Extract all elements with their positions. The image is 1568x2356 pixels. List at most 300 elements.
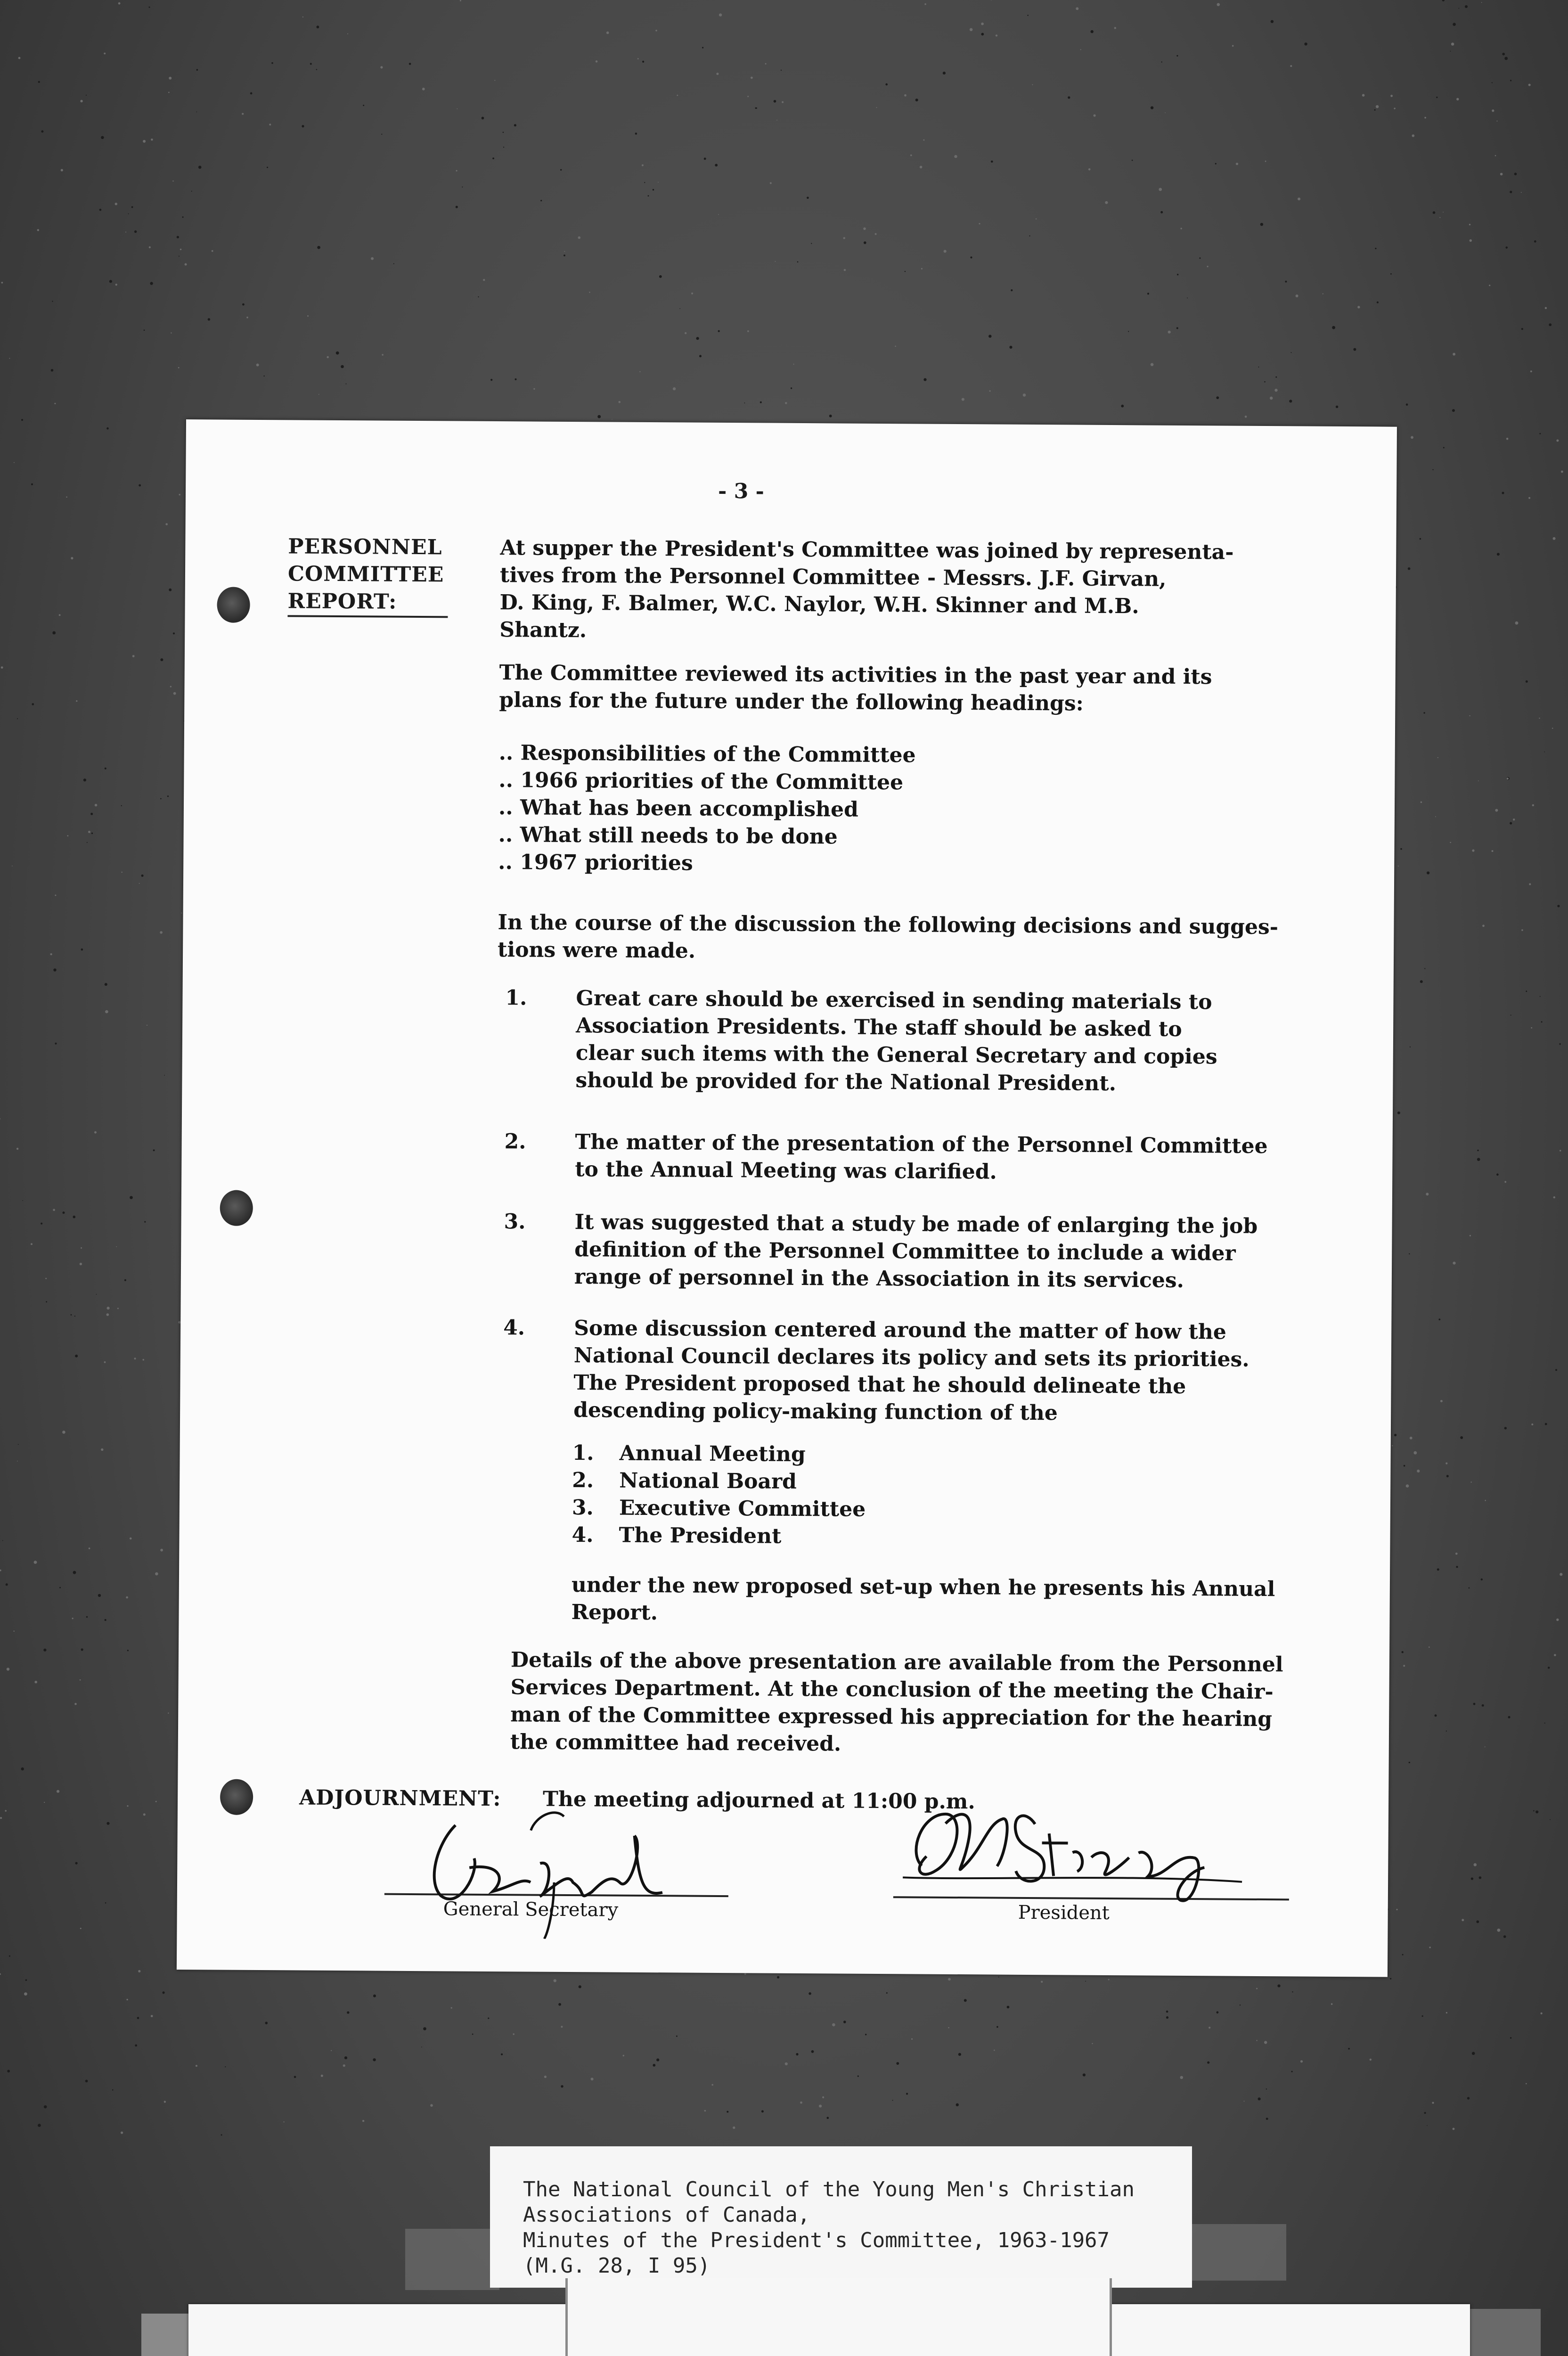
speckle-dot: [1528, 497, 1530, 499]
speckle-dot: [169, 589, 172, 591]
speckle-dot: [1009, 346, 1012, 349]
speckle-dot: [164, 1075, 165, 1076]
speckle-dot: [168, 1712, 169, 1713]
speckle-dot: [1147, 293, 1149, 294]
speckle-dot: [1266, 2118, 1268, 2120]
numbered-item: [504, 1128, 1315, 1184]
speckle-dot: [160, 658, 163, 661]
speckle-dot: [104, 1361, 106, 1363]
speckle-dot: [130, 1538, 132, 1540]
speckle-dot: [1529, 883, 1531, 885]
text-line: The President proposed that he should delineate the: [573, 1371, 1186, 1399]
speckle-dot: [1166, 2011, 1168, 2013]
speckle-dot: [17, 1461, 18, 1462]
speckle-dot: [151, 2015, 153, 2017]
intro-paragraph: [499, 534, 1310, 649]
speckle-dot: [460, 0, 461, 1]
speckle-dot: [718, 214, 719, 215]
speckle-dot: [1427, 871, 1429, 874]
speckle-dot: [1424, 2112, 1426, 2114]
speckle-dot: [1409, 1762, 1410, 1763]
speckle-dot: [1530, 370, 1532, 372]
catalog-line: The National Council of the Young Men's Christian: [523, 2177, 1135, 2201]
speckle-dot: [191, 191, 192, 192]
speckle-dot: [1244, 2101, 1245, 2102]
speckle-dot: [1165, 113, 1166, 114]
speckle-dot: [1271, 20, 1274, 23]
speckle-dot: [744, 1973, 746, 1975]
speckle-dot: [765, 63, 767, 65]
speckle-dot: [1080, 49, 1081, 50]
speckle-dot: [46, 1301, 47, 1302]
speckle-dot: [1258, 367, 1259, 368]
speckle-dot: [67, 835, 68, 836]
speckle-dot: [1467, 2097, 1470, 2099]
numbered-item: [503, 1314, 1314, 1425]
speckle-dot: [1544, 752, 1545, 753]
speckle-dot: [954, 155, 957, 158]
speckle-dot: [673, 387, 676, 390]
speckle-dot: [1108, 1979, 1110, 1980]
speckle-dot: [1264, 381, 1266, 383]
speckle-dot: [302, 125, 304, 127]
speckle-dot: [196, 112, 197, 113]
speckle-dot: [781, 70, 782, 71]
list-item: .. What has been accomplished: [498, 795, 859, 822]
speckle-dot: [1532, 804, 1534, 806]
speckle-dot: [892, 2100, 893, 2101]
speckle-dot: [135, 2045, 137, 2047]
speckle-dot: [52, 301, 53, 302]
speckle-dot: [843, 2021, 846, 2023]
speckle-dot: [167, 795, 169, 797]
speckle-dot: [139, 484, 141, 487]
speckle-dot: [59, 614, 61, 616]
speckle-dot: [1392, 1445, 1393, 1446]
speckle-dot: [988, 335, 991, 337]
speckle-dot: [1560, 1573, 1562, 1576]
speckle-dot: [979, 223, 980, 224]
speckle-dot: [905, 271, 906, 272]
speckle-dot: [1557, 905, 1560, 907]
speckle-dot: [996, 2026, 998, 2028]
speckle-dot: [1439, 217, 1440, 218]
speckle-dot: [85, 2080, 88, 2083]
speckle-dot: [1437, 1568, 1439, 1571]
speckle-dot: [14, 462, 15, 463]
speckle-dot: [648, 195, 649, 196]
list-item: .. Responsibilities of the Committee: [498, 741, 916, 768]
catalog-line: Associations of Canada,: [523, 2203, 810, 2227]
speckle-dot: [472, 2034, 474, 2035]
speckle-dot: [242, 113, 244, 115]
speckle-dot: [1456, 1566, 1458, 1568]
speckle-dot: [1545, 307, 1547, 309]
speckle-dot: [1533, 1810, 1535, 1812]
speckle-dot: [421, 2047, 422, 2048]
speckle-dot: [1481, 2, 1482, 3]
speckle-dot: [619, 401, 621, 403]
speckle-dot: [819, 2105, 822, 2108]
text-line: It was suggested that a study be made of enlarging the job: [574, 1210, 1258, 1238]
speckle-dot: [514, 124, 516, 126]
speckle-dot: [1472, 2052, 1475, 2055]
speckle-dot: [1394, 1434, 1396, 1436]
speckle-dot: [1215, 163, 1217, 164]
speckle-dot: [62, 1431, 65, 1434]
speckle-dot: [89, 1547, 90, 1549]
speckle-dot: [885, 83, 888, 86]
speckle-dot: [381, 134, 382, 135]
text-line: the committee had received.: [510, 1730, 841, 1756]
speckle-dot: [1357, 306, 1360, 308]
speckle-dot: [1540, 996, 1541, 997]
speckle-dot: [560, 169, 562, 171]
speckle-dot: [1508, 1716, 1511, 1718]
speckle-dot: [635, 132, 637, 134]
speckle-dot: [143, 1813, 146, 1816]
speckle-dot: [896, 2062, 899, 2065]
speckle-dot: [456, 170, 457, 172]
speckle-dot: [45, 1278, 47, 1279]
speckle-dot: [81, 949, 83, 951]
speckle-dot: [284, 2121, 285, 2122]
speckle-dot: [1528, 84, 1531, 86]
speckle-dot: [501, 2053, 503, 2055]
speckle-dot: [1217, 3, 1220, 6]
speckle-dot: [1442, 0, 1445, 1]
speckle-dot: [132, 655, 135, 657]
speckle-dot: [981, 23, 984, 25]
adjournment-text: The meeting adjourned at 11:00 p.m.: [542, 1787, 975, 1814]
text-line: to the Annual Meeting was clarified.: [575, 1157, 997, 1184]
speckle-dot: [1132, 160, 1133, 161]
speckle-dot: [81, 1247, 82, 1249]
speckle-dot: [80, 1263, 82, 1265]
speckle-dot: [1128, 331, 1129, 332]
speckle-dot: [751, 77, 753, 79]
text-line: range of personnel in the Association in its services.: [574, 1265, 1184, 1293]
speckle-dot: [105, 1010, 108, 1014]
speckle-dot: [1412, 134, 1415, 137]
speckle-dot: [198, 166, 202, 169]
speckle-dot: [9, 1955, 10, 1957]
speckle-dot: [212, 250, 213, 252]
speckle-dot: [1398, 866, 1399, 867]
speckle-dot: [578, 237, 581, 239]
speckle-dot: [57, 1790, 59, 1793]
speckle-dot: [18, 57, 21, 59]
speckle-dot: [462, 187, 463, 188]
speckle-dot: [24, 1992, 27, 1996]
speckle-dot: [160, 931, 163, 934]
speckle-dot: [250, 92, 253, 95]
speckle-dot: [1032, 84, 1033, 85]
speckle-dot: [811, 2050, 814, 2053]
speckle-dot: [127, 1805, 128, 1807]
speckle-dot: [71, 557, 73, 559]
page-number: - 3 -: [718, 479, 765, 504]
speckle-dot: [589, 292, 590, 293]
speckle-dot: [124, 1279, 126, 1281]
speckle-dot: [117, 1308, 119, 1309]
speckle-dot: [105, 1902, 106, 1904]
speckle-dot: [1507, 777, 1509, 779]
speckle-dot: [911, 2038, 913, 2040]
speckle-dot: [347, 33, 348, 34]
speckle-dot: [180, 249, 181, 250]
speckle-dot: [169, 77, 172, 80]
speckle-dot: [1534, 240, 1536, 243]
speckle-dot: [544, 2076, 547, 2078]
speckle-dot: [1492, 82, 1493, 83]
speckle-dot: [1504, 1181, 1506, 1183]
speckle-dot: [1515, 622, 1519, 625]
speckle-dot: [52, 631, 56, 635]
tape-strip: [1192, 2224, 1286, 2281]
speckle-dot: [101, 136, 104, 139]
speckle-dot: [1091, 30, 1094, 33]
speckle-dot: [1353, 348, 1356, 351]
speckle-dot: [115, 284, 117, 286]
speckle-dot: [1413, 1451, 1417, 1455]
speckle-dot: [1390, 273, 1392, 275]
side-heading: [287, 533, 457, 618]
speckle-dot: [1500, 173, 1503, 176]
speckle-dot: [1481, 1579, 1483, 1580]
speckle-dot: [106, 1313, 109, 1316]
speckle-dot: [1160, 211, 1163, 213]
speckle-dot: [393, 263, 394, 264]
speckle-dot: [1446, 1731, 1447, 1732]
speckle-dot: [1427, 2125, 1428, 2126]
speckle-dot: [1151, 363, 1154, 366]
speckle-dot: [96, 1294, 97, 1295]
catalog-line: (M.G. 28, I 95): [523, 2254, 710, 2278]
speckle-dot: [478, 296, 479, 297]
speckle-dot: [1470, 1235, 1471, 1236]
text-line: Association Presidents. The staff should be asked to: [576, 1014, 1182, 1041]
speckle-dot: [691, 293, 693, 294]
list-item: .. What still needs to be done: [498, 823, 838, 849]
speckle-dot: [75, 1355, 78, 1358]
speckle-dot: [1462, 1919, 1464, 1921]
item-number: 1.: [572, 1441, 594, 1465]
speckle-dot: [75, 1862, 78, 1865]
speckle-dot: [1470, 239, 1472, 242]
speckle-dot: [1207, 266, 1209, 267]
speckle-dot: [1492, 109, 1494, 112]
speckle-dot: [1209, 2027, 1210, 2029]
speckle-dot: [423, 2027, 426, 2030]
speckle-dot: [0, 1817, 2, 1819]
speckle-dot: [41, 1223, 42, 1225]
speckle-dot: [1450, 51, 1451, 52]
speckle-dot: [579, 1985, 581, 1988]
speckle-dot: [1544, 1723, 1545, 1724]
discussion-paragraph: [498, 909, 1308, 969]
speckle-dot: [1495, 809, 1498, 812]
speckle-dot: [923, 139, 924, 141]
speckle-dot: [747, 96, 749, 97]
speckle-dot: [121, 805, 122, 806]
speckle-dot: [1304, 42, 1307, 45]
speckle-dot: [1199, 257, 1200, 259]
speckle-dot: [658, 182, 659, 183]
speckle-dot: [639, 371, 640, 372]
speckle-dot: [1264, 2041, 1267, 2044]
speckle-dot: [310, 63, 312, 65]
speckle-dot: [1510, 822, 1512, 825]
speckle-dot: [1453, 353, 1455, 356]
speckle-dot: [409, 63, 411, 65]
speckle-dot: [1435, 1714, 1437, 1717]
speckle-dot: [115, 203, 117, 205]
speckle-dot: [1, 666, 3, 669]
speckle-dot: [138, 1970, 140, 1972]
speckle-dot: [9, 358, 10, 359]
text-line: tions were made.: [497, 938, 696, 963]
speckle-dot: [144, 329, 145, 331]
speckle-dot: [1502, 53, 1505, 56]
speckle-dot: [1497, 1929, 1501, 1932]
speckle-dot: [168, 92, 170, 93]
speckle-dot: [143, 140, 146, 143]
speckle-dot: [696, 337, 699, 340]
text-line: At supper the President's Committee was joined by representa-: [500, 536, 1234, 564]
speckle-dot: [1432, 469, 1433, 470]
card-notch: [565, 2278, 1112, 2356]
speckle-dot: [962, 398, 964, 401]
speckle-dot: [173, 692, 176, 695]
speckle-dot: [1541, 1021, 1543, 1023]
speckle-dot: [808, 1992, 811, 1995]
speckle-dot: [906, 2093, 908, 2094]
speckle-dot: [1496, 1173, 1499, 1176]
speckle-dot: [1176, 327, 1178, 329]
speckle-dot: [105, 983, 107, 986]
speckle-dot: [12, 866, 13, 867]
speckle-dot: [1460, 1436, 1463, 1439]
speckle-dot: [63, 1211, 65, 1214]
speckle-dot: [1397, 1112, 1400, 1114]
speckle-dot: [1472, 850, 1474, 852]
speckle-dot: [318, 394, 319, 395]
speckle-dot: [302, 16, 303, 17]
speckle-dot: [948, 2027, 949, 2029]
speckle-dot: [1068, 96, 1070, 98]
speckle-dot: [981, 33, 984, 36]
speckle-dot: [126, 1596, 128, 1599]
speckle-dot: [271, 62, 273, 64]
speckle-dot: [561, 2085, 563, 2087]
speckle-dot: [1446, 2012, 1447, 2013]
speckle-dot: [344, 2056, 347, 2059]
speckle-dot: [1403, 1665, 1405, 1667]
speckle-dot: [793, 364, 794, 365]
details-paragraph: [510, 1646, 1321, 1761]
speckle-dot: [16, 1148, 18, 1150]
speckle-dot: [21, 419, 23, 421]
speckle-dot: [1274, 389, 1277, 392]
speckle-dot: [944, 250, 947, 253]
speckle-dot: [153, 1149, 155, 1151]
speckle-dot: [107, 1307, 110, 1309]
speckle-dot: [163, 1991, 165, 1994]
speckle-dot: [1121, 405, 1124, 408]
speckle-dot: [1011, 289, 1013, 291]
catalog-line: Minutes of the President's Committee, 1963-1967: [523, 2228, 1110, 2252]
speckle-dot: [1424, 968, 1425, 969]
item-number: 3.: [504, 1210, 526, 1234]
speckle-dot: [44, 1802, 45, 1803]
speckle-dot: [1180, 228, 1182, 229]
speckle-dot: [105, 768, 106, 769]
speckle-dot: [699, 355, 702, 357]
speckle-dot: [1453, 1262, 1455, 1265]
speckle-dot: [90, 813, 93, 815]
speckle-dot: [591, 2078, 594, 2080]
speckle-dot: [130, 1196, 133, 1199]
speckle-dot: [1526, 680, 1528, 683]
speckle-dot: [1207, 2062, 1209, 2064]
speckle-dot: [1422, 2015, 1423, 2017]
speckle-dot: [0, 1973, 1, 1975]
speckle-dot: [1270, 397, 1273, 400]
speckle-dot: [564, 251, 565, 252]
speckle-dot: [196, 2065, 197, 2067]
speckle-dot: [1336, 406, 1338, 408]
speckle-dot: [1443, 212, 1444, 213]
text-line: D. King, F. Balmer, W.C. Naylor, W.H. Skinner and M.B.: [499, 590, 1139, 619]
speckle-dot: [134, 1358, 136, 1359]
speckle-dot: [1298, 197, 1300, 200]
speckle-dot: [160, 1549, 163, 1552]
speckle-dot: [1477, 1158, 1480, 1161]
speckle-dot: [1429, 1646, 1430, 1648]
speckle-dot: [6, 1583, 8, 1586]
speckle-dot: [920, 166, 923, 169]
speckle-dot: [1478, 780, 1479, 781]
speckle-dot: [994, 2050, 995, 2051]
speckle-dot: [1217, 2011, 1219, 2013]
speckle-dot: [86, 1616, 88, 1618]
speckle-dot: [74, 1316, 75, 1317]
speckle-dot: [1539, 718, 1540, 719]
item-number: 4.: [503, 1316, 525, 1340]
policy-function-list: [572, 1440, 866, 1551]
speckle-dot: [88, 831, 90, 833]
speckle-dot: [80, 100, 82, 102]
speckle-dot: [970, 28, 973, 32]
speckle-dot: [1506, 438, 1509, 440]
speckle-dot: [182, 216, 184, 218]
speckle-dot: [895, 346, 896, 347]
speckle-dot: [155, 1572, 158, 1576]
general-secretary-signature: [398, 1787, 701, 1940]
general-secretary-caption: General Secretary: [443, 1898, 619, 1921]
speckle-dot: [177, 236, 179, 238]
speckle-dot: [1159, 188, 1162, 191]
speckle-dot: [1177, 274, 1178, 275]
speckle-dot: [659, 275, 662, 278]
speckle-dot: [178, 367, 180, 368]
speckle-dot: [373, 1995, 376, 1997]
text-line: tives from the Personnel Committee - Messrs. J.F. Girvan,: [499, 563, 1167, 591]
speckle-dot: [1289, 400, 1292, 402]
speckle-dot: [1402, 1651, 1404, 1653]
speckle-dot: [1504, 57, 1508, 60]
